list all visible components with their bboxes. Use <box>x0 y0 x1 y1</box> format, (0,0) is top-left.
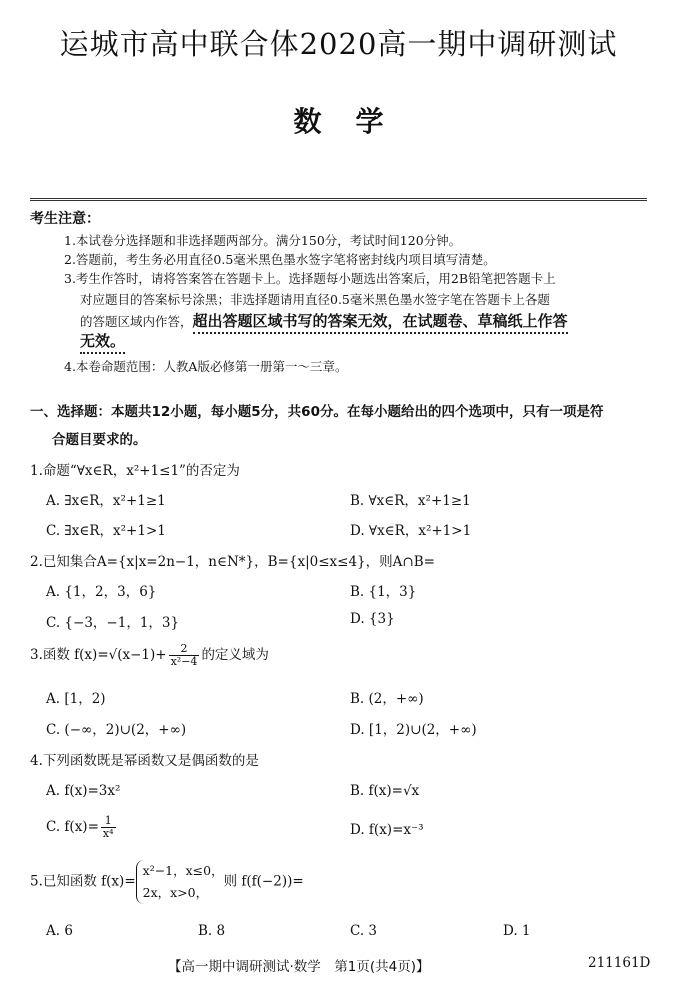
question-1-option-b: B. ∀x∈R，x²+1≥1 <box>350 493 471 509</box>
question-5-option-c: C. 3 <box>350 923 378 939</box>
question-2-option-a: A. {1，2，3，6} <box>46 584 157 600</box>
question-1-option-c: C. ∃x∈R，x²+1>1 <box>46 523 166 539</box>
question-3-option-d: D. [1，2)∪(2，+∞) <box>350 722 477 738</box>
question-2-option-c: C. {−3，−1，1，3} <box>46 615 180 631</box>
header-divider <box>30 198 647 204</box>
notice-item-1: 1.本试卷分选择题和非选择题两部分。满分150分，考试时间120分钟。 <box>64 233 462 248</box>
question-4-option-c-fraction: $\frac{1}{\text{x⁴}}$ <box>102 814 114 840</box>
question-5-option-d: D. 1 <box>503 923 531 939</box>
section-heading-cont: 合题目要求的。 <box>52 432 147 448</box>
question-3-option-c: C. (−∞，2)∪(2，+∞) <box>46 722 187 738</box>
question-3-fraction: $\frac{2}{\text{x²−4}}$ <box>170 642 198 668</box>
question-5-option-a: A. 6 <box>46 923 73 939</box>
question-5-piecewise: x²−1，x≤0， 2x，x>0， <box>136 860 224 904</box>
subject-title: 数学 <box>293 105 418 138</box>
notice-emphasis-end: 无效。 <box>80 330 125 351</box>
question-1-stem: 1.命题“∀x∈R，x²+1≤1”的否定为 <box>30 463 240 479</box>
notice-item-3-plain: 的答题区域内作答， <box>80 314 193 329</box>
question-4-option-c: C. f(x)= $\frac{1}{\text{x⁴}}$ <box>46 814 114 840</box>
page-footer: 【高一期中调研测试·数学 第1页(共4页)】 <box>168 959 430 975</box>
section-heading: 一、选择题：本题共12小题，每小题5分，共60分。在每小题给出的四个选项中，只有一项是符 <box>30 404 604 420</box>
notice-item-3-cont: 对应题目的答案标号涂黑；非选择题请用直径0.5毫米黑色墨水签字笔在答题卡上各题 <box>80 292 550 307</box>
notice-item-3: 3.考生作答时，请将答案答在答题卡上。选择题每小题选出答案后，用2B铅笔把答题卡上 <box>64 271 556 286</box>
question-4-stem: 4.下列函数既是幂函数又是偶函数的是 <box>30 753 259 769</box>
question-1-option-d: D. ∀x∈R，x²+1>1 <box>350 523 472 539</box>
question-3-option-a: A. [1，2) <box>46 691 106 707</box>
question-2-option-b: B. {1，3} <box>350 584 417 600</box>
paper-code: 211161D <box>588 955 651 971</box>
notice-heading: 考生注意： <box>30 211 100 227</box>
notice-item-2: 2.答题前，考生务必用直径0.5毫米黑色墨水签字笔将密封线内项目填写清楚。 <box>64 252 496 267</box>
question-2-stem: 2.已知集合A={x|x=2n−1，n∈N*}，B={x|0≤x≤4}，则A∩B= <box>30 554 435 570</box>
question-4-option-a: A. f(x)=3x² <box>46 783 121 799</box>
notice-item-4: 4.本卷命题范围：人教A版必修第一册第一～三章。 <box>64 359 348 374</box>
question-5-stem: 5.已知函数 f(x)= x²−1，x≤0， 2x，x>0， 则 f(f(−2))= <box>30 860 304 904</box>
question-1-option-a: A. ∃x∈R，x²+1≥1 <box>46 493 166 509</box>
question-3-stem: 3.函数 f(x)=√(x−1)+ $\frac{2}{\text{x²−4}}$ 的定义域为 <box>30 642 269 668</box>
question-2-option-d: D. {3} <box>350 611 395 627</box>
question-4-option-b: B. f(x)=√x <box>350 783 420 799</box>
question-4-option-d: D. f(x)=x⁻³ <box>350 822 424 838</box>
notice-item-3-cont2 <box>80 310 568 331</box>
question-3-option-b: B. (2，+∞) <box>350 691 424 707</box>
question-5-option-b: B. 8 <box>198 923 226 939</box>
exam-title: 运城市高中联合体2020高一期中调研测试 <box>59 27 618 61</box>
notice-emphasis: 超出答题区域书写的答案无效，在试题卷、草稿纸上作答 <box>193 312 568 334</box>
